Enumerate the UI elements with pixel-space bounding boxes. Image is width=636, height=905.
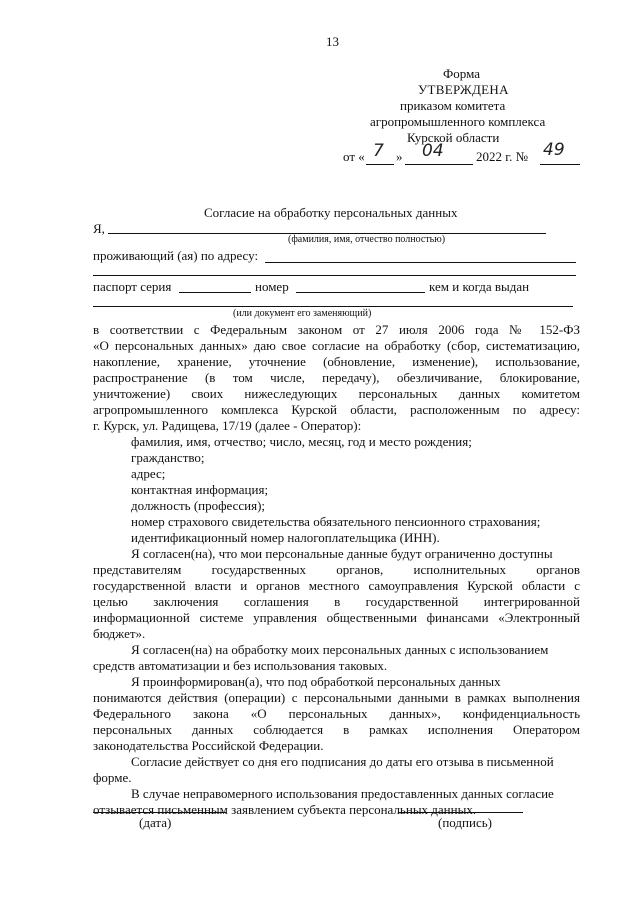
paragraph-line: в соответствии с Федеральным законом от 27 июля 2006 года № 152-ФЗ — [93, 322, 580, 337]
passport-series-label: паспорт серия — [93, 279, 172, 294]
paragraph-line: г. Курск, ул. Радищева, 17/19 (далее - Оператор): — [93, 418, 362, 433]
header-approved-label: УТВЕРЖДЕНА — [418, 82, 509, 97]
handwritten-order-number: 49 — [543, 140, 565, 160]
ya-label: Я, — [93, 221, 105, 236]
paragraph-line: агропромышленного комплекса Курской области, расположенным по адресу: — [93, 402, 580, 417]
signature-field[interactable] — [398, 812, 523, 813]
handwritten-month: 04 — [422, 141, 444, 161]
list-item: номер страхового свидетельства обязательного пенсионного страхования; — [131, 514, 541, 529]
paragraph-line: Я проинформирован(а), что под обработкой персональных данных — [131, 674, 501, 689]
list-item: контактная информация; — [131, 482, 269, 497]
passport-series-field[interactable] — [179, 292, 251, 293]
list-item: должность (профессия); — [131, 498, 266, 513]
paragraph-line: распространение (в том числе, передачу), обезличивание, блокирование, — [93, 370, 580, 385]
address-field[interactable] — [265, 262, 576, 263]
issued-by-label: кем и когда выдан — [429, 279, 530, 294]
year-number-label: 2022 г. № — [476, 149, 529, 164]
header-order-line: приказом комитета — [400, 98, 506, 113]
address-field-line-2[interactable] — [93, 275, 576, 276]
paragraph-line: Я согласен(на) на обработку моих персональных данных с использованием — [131, 642, 549, 657]
day-underline — [366, 164, 394, 165]
month-underline — [405, 164, 473, 165]
paragraph-line: понимаются действия (операции) с персональными данными в рамках выполнения — [93, 690, 580, 705]
paragraph-line: Федерального закона «О персональных данных», конфиденциальность — [93, 706, 580, 721]
document-hint: (или документ его заменяющий) — [233, 308, 372, 319]
date-prefix: от « — [343, 149, 365, 164]
list-item: гражданство; — [131, 450, 205, 465]
paragraph-line: государственной власти и органов местного самоуправления Курской области с — [93, 578, 580, 593]
date-label: (дата) — [139, 815, 172, 830]
date-signature-field[interactable] — [93, 812, 226, 813]
list-item: адрес; — [131, 466, 166, 481]
paragraph-line: законодательства Российской Федерации. — [93, 738, 324, 753]
fio-hint: (фамилия, имя, отчество полностью) — [288, 234, 446, 245]
paragraph-line: Я согласен(на), что мои персональные данные будут ограниченно доступны — [131, 546, 553, 561]
header-region-line: Курской области — [407, 130, 500, 145]
paragraph-line: средств автоматизации и без использования таковых. — [93, 658, 388, 673]
document-title: Согласие на обработку персональных данных — [204, 205, 458, 220]
passport-number-field[interactable] — [296, 292, 425, 293]
date-mid: » — [396, 149, 403, 164]
handwritten-day: 7 — [373, 141, 384, 161]
header-committee-line: агропромышленного комплекса — [370, 114, 546, 129]
paragraph-line: представителям государственных органов, исполнительных органов — [93, 562, 580, 577]
page-number: 13 — [326, 34, 339, 49]
paragraph-line: отзывается письменным заявлением субъекта персональных данных. — [93, 802, 477, 817]
paragraph-line: Согласие действует со дня его подписания до даты его отзыва в письменной — [131, 754, 554, 769]
paragraph-line: целью заключения соглашения в государственной интегрированной — [93, 594, 580, 609]
paragraph-line: форме. — [93, 770, 132, 785]
address-label: проживающий (ая) по адресу: — [93, 248, 259, 263]
paragraph-line: бюджет». — [93, 626, 146, 641]
number-underline — [540, 164, 580, 165]
list-item: идентификационный номер налогоплательщика (ИНН). — [131, 530, 440, 545]
header-form-label: Форма — [443, 66, 480, 81]
signature-label: (подпись) — [438, 815, 492, 830]
paragraph-line: персональных данных соблюдается в рамках исполнения Оператором — [93, 722, 580, 737]
paragraph-line: В случае неправомерного использования предоставленных данных согласие — [131, 786, 554, 801]
paragraph-line: накопление, хранение, уточнение (обновление, изменение), использование, — [93, 354, 580, 369]
list-item: фамилия, имя, отчество; число, месяц, год и место рождения; — [131, 434, 472, 449]
issued-by-field[interactable] — [93, 306, 573, 307]
paragraph-line: информационной системе управления общественными финансами «Электронный — [93, 610, 580, 625]
paragraph-line: «О персональных данных» даю свое согласие на обработку (сбор, систематизацию, — [93, 338, 580, 353]
passport-number-label: номер — [255, 279, 289, 294]
paragraph-line: уничтожение) своих нижеследующих персональных данных комитетом — [93, 386, 580, 401]
